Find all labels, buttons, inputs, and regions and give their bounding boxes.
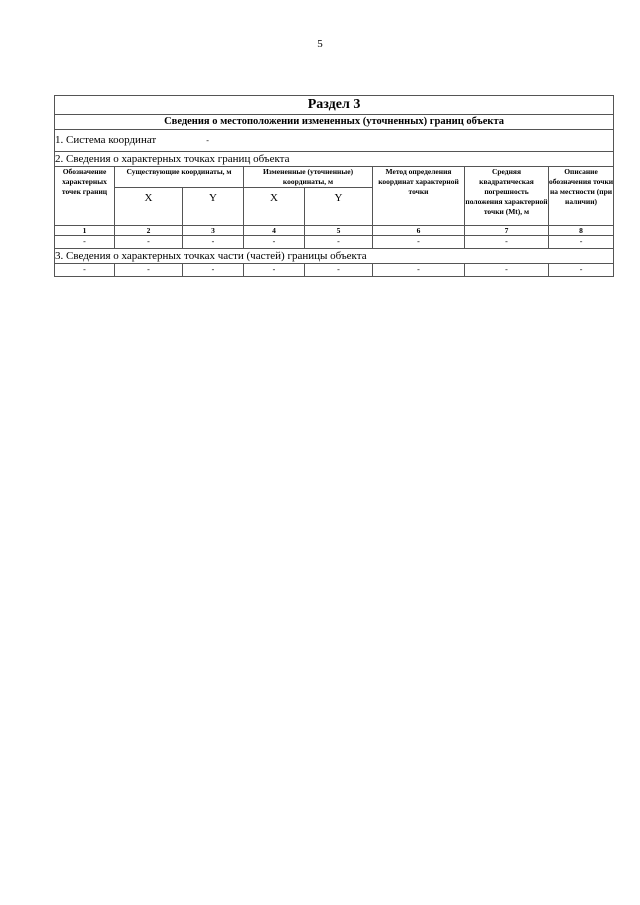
section-title: Раздел 3 (55, 96, 614, 115)
column-number: 4 (244, 226, 305, 236)
header-designation: Обозначение характерных точек границ (55, 167, 115, 226)
table-cell: - (183, 236, 244, 249)
parts-data-row (55, 264, 614, 277)
table-cell: - (549, 236, 614, 249)
parts-heading: 3. Сведения о характерных точках части (частей) границы объекта (55, 249, 614, 264)
table-cell: - (55, 264, 115, 277)
header-changed-coordinates: Измененные (уточненные) координаты, м (244, 167, 373, 188)
table-cell: - (373, 236, 465, 249)
section-3-table (54, 95, 614, 277)
table-cell: - (55, 236, 115, 249)
column-number: 1 (55, 226, 115, 236)
header-existing-x: X (115, 188, 183, 226)
column-numbers-row (55, 226, 614, 236)
column-number: 2 (115, 226, 183, 236)
header-existing-coordinates: Существующие координаты, м (115, 167, 244, 188)
table-cell: - (373, 264, 465, 277)
table-cell: - (244, 236, 305, 249)
coordinate-system-label: 1. Система координат (55, 134, 157, 146)
table-cell: - (305, 236, 373, 249)
header-existing-y: Y (183, 188, 244, 226)
table-cell: - (183, 264, 244, 277)
column-number: 6 (373, 226, 465, 236)
table-cell: - (115, 264, 183, 277)
section-subtitle: Сведения о местоположении измененных (уточненных) границ объекта (55, 115, 614, 130)
column-number: 7 (465, 226, 549, 236)
table-cell: - (244, 264, 305, 277)
column-number: 3 (183, 226, 244, 236)
table-cell: - (549, 264, 614, 277)
points-heading: 2. Сведения о характерных точках границ объекта (55, 152, 614, 167)
coordinate-system-value: - (206, 136, 209, 145)
header-description: Описание обозначения точки на местности (при наличии) (549, 167, 614, 226)
header-changed-y: Y (305, 188, 373, 226)
table-cell: - (465, 236, 549, 249)
table-cell: - (115, 236, 183, 249)
table-cell: - (465, 264, 549, 277)
table-cell: - (305, 264, 373, 277)
header-accuracy: Средняя квадратическая погрешность положения характерной точки (Mt), м (465, 167, 549, 226)
header-changed-x: X (244, 188, 305, 226)
points-data-row (55, 236, 614, 249)
column-number: 8 (549, 226, 614, 236)
column-number: 5 (305, 226, 373, 236)
page-number: 5 (317, 38, 323, 50)
header-method: Метод определения координат характерной точки (373, 167, 465, 226)
coordinate-system-row (55, 130, 614, 152)
